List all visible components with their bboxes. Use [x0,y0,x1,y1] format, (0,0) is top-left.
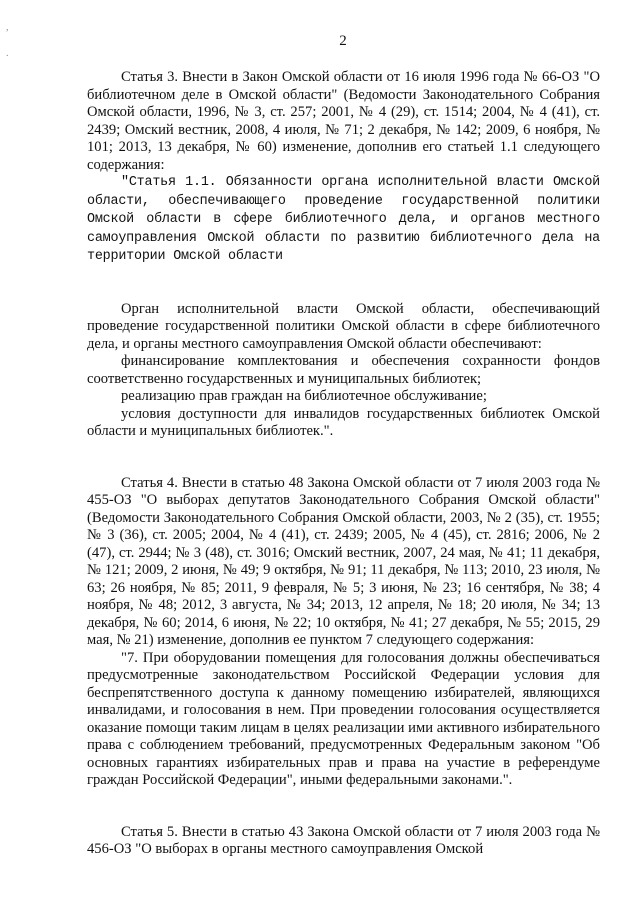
article-5 [87,824,600,859]
page-number: 2 [339,33,347,49]
article-3-item-3: условия доступности для инвалидов государственных библиотек Омской области и муниципальных библиотек.". [87,405,600,439]
article-5-intro: Статья 5. Внести в статью 43 Закона Омской области от 7 июля 2003 года № 456-ОЗ "О выборах в органы местного самоуправления Омской [87,823,600,857]
article-4-quote: "7. При оборудовании помещения для голосования должны обеспечиваться предусмотренные законодательством Российской Федерации условия для беспрепятственного доступа к данному помещению избирателей, являющихся инвалидами, и голосования в нем. При проведении голосования осуществляется оказание помощи таким лицам в целях реализации ими активного избирательного права с соблюдением требований, предусмотренных Федеральным законом "Об основных гарантиях избирательных прав и права на участие в референдуме граждан Российской Федерации", иными федеральными законами.". [87,649,600,788]
article-3 [87,69,600,441]
article-3-item-2: реализацию прав граждан на библиотечное обслуживание; [121,388,487,404]
article-4-intro: Статья 4. Внести в статью 48 Закона Омской области от 7 июля 2003 года № 455-ОЗ "О выборах депутатов Законодательного Собрания Омской области" (Ведомости Законодательного Собрания Омской области, 2003, № 2 (35), ст. 1955; № 3 (36), ст. 2005; 2004, № 4 (41), ст. 2439; 2005, № 4 (45), ст. 2816; 2006, № 2 (47), ст. 2944; № 3 (48), ст. 3016; Омский вестник, 2007, 24 мая, № 41; 11 декабря, № 121; 2009, 2 июня, № 49; 9 октября, № 91; 11 декабря, № 113; 2010, 23 июля, № 63; 26 ноября, № 85; 2011, 9 февраля, № 5; 3 июня, № 23; 16 сентября, № 38; 4 ноября, № 48; 2012, 3 августа, № 34; 2013, 12 апреля, № 18; 20 июля, № 34; 13 декабря, № 60; 2014, 6 июня, № 22; 10 октября, № 41; 27 декабря, № 55; 2015, 29 мая, № 21) изменение, дополнив ее пунктом 7 следующего содержания: [87,474,600,648]
article-3-body: Орган исполнительной власти Омской области, обеспечивающий проведение государственной политики Омской области в сфере библиотечного дела, и органы местного самоуправления Омской области обеспечивают: [87,300,600,352]
margin-mark: . [6,48,9,59]
article-3-quote-title: "Статья 1.1. Обязанности органа исполнительной власти Омской области, обеспечивающего проведение государственной политики Омской области в сфере библиотечного дела, и органов местного самоуправления Омской области по развитию библиотечного дела на территории Омской области [87,175,600,264]
article-3-intro: Статья 3. Внести в Закон Омской области от 16 июля 1996 года № 66-ОЗ "О библиотечном деле в Омской области" (Ведомости Законодательного Собрания Омской области, 1996, № 3, ст. 257; 2001, № 4 (29), ст. 1514; 2004, № 4 (41), ст. 2439; Омский вестник, 2008, 4 июля, № 71; 2 декабря, № 142; 2009, 6 ноября, № 101; 2013, 13 декабря, № 60) изменение, дополнив его статьей 1.1 следующего содержания: [87,69,600,173]
article-3-item-1: финансирование комплектования и обеспечения сохранности фондов соответственно государственных и муниципальных библиотек; [87,353,600,387]
document-body [87,69,600,859]
article-4 [87,475,600,790]
margin-mark: , [6,22,9,33]
